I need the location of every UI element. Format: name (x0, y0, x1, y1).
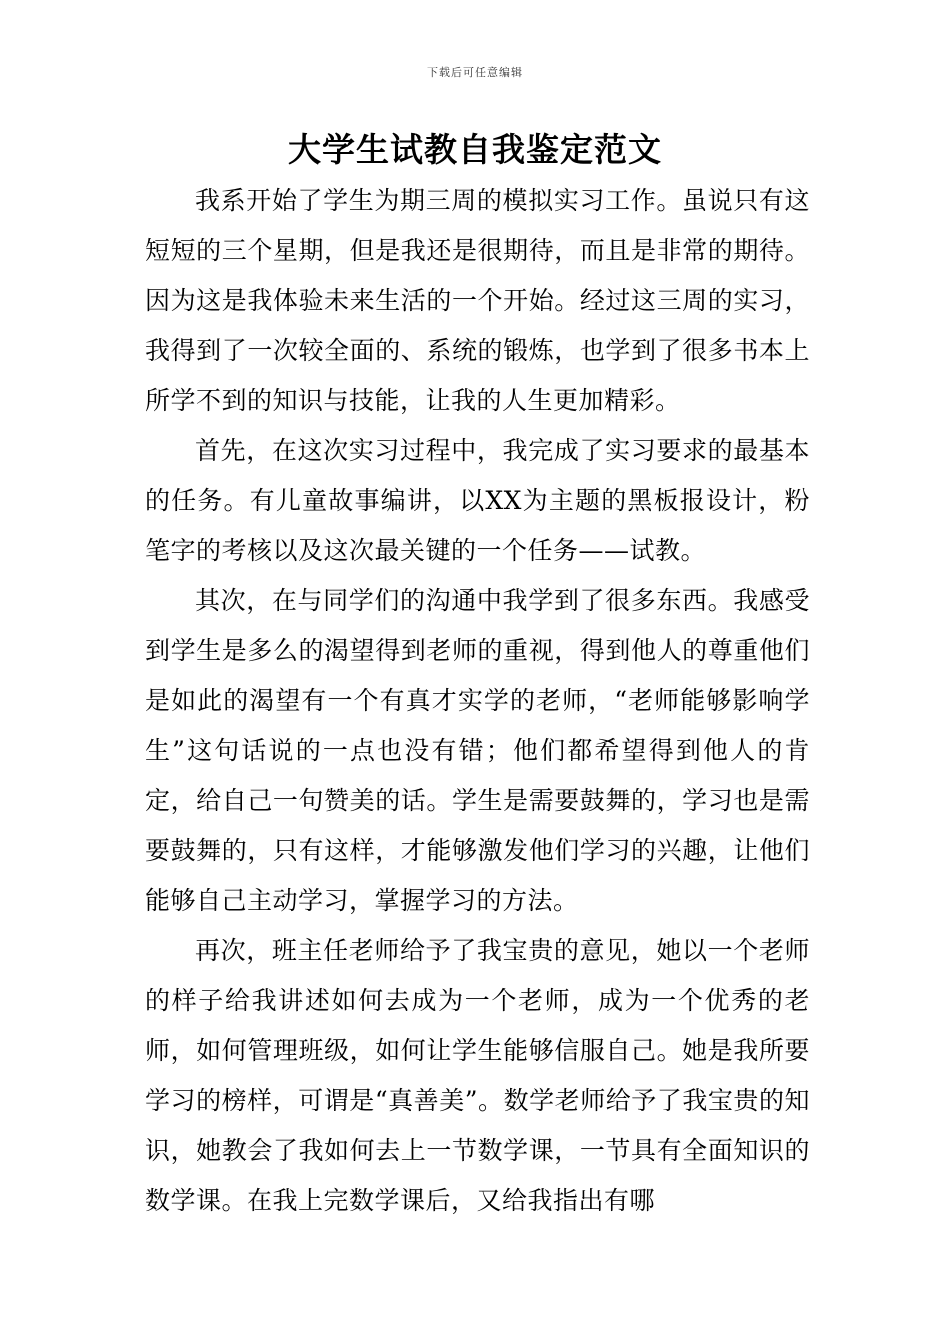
paragraph-2: 首先，在这次实习过程中，我完成了实习要求的最基本的任务。有儿童故事编讲，以XX为主题的黑板报设计，粉笔字的考核以及这次最关键的一个任务——试教。 (145, 436, 810, 565)
paragraph-1: 我系开始了学生为期三周的模拟实习工作。虽说只有这短短的三个星期，但是我还是很期待，而且是非常的期待。因为这是我体验未来生活的一个开始。经过这三周的实习，我得到了一次较全面的、系统的锻炼，也学到了很多书本上所学不到的知识与技能，让我的人生更加精彩。 (145, 186, 810, 415)
document-body (145, 176, 810, 1226)
paragraph-4: 再次，班主任老师给予了我宝贵的意见，她以一个老师的样子给我讲述如何去成为一个老师，成为一个优秀的老师，如何管理班级，如何让学生能够信服自己。她是我所要学习的榜样，可谓是“真善美”。数学老师给予了我宝贵的知识，她教会了我如何去上一节数学课，一节具有全面知识的数学课。在我上完数学课后，又给我指出有哪 (145, 936, 810, 1215)
document-title: 大学生试教自我鉴定范文 (288, 130, 662, 169)
header-note: 下载后可任意编辑 (427, 66, 523, 79)
paragraph-3: 其次，在与同学们的沟通中我学到了很多东西。我感受到学生是多么的渴望得到老师的重视，得到他人的尊重他们是如此的渴望有一个有真才实学的老师，“老师能够影响学生”这句话说的一点也没有错；他们都希望得到他人的肯定，给自己一句赞美的话。学生是需要鼓舞的，学习也是需要鼓舞的，只有这样，才能够激发他们学习的兴趣，让他们能够自己主动学习，掌握学习的方法。 (145, 586, 810, 915)
